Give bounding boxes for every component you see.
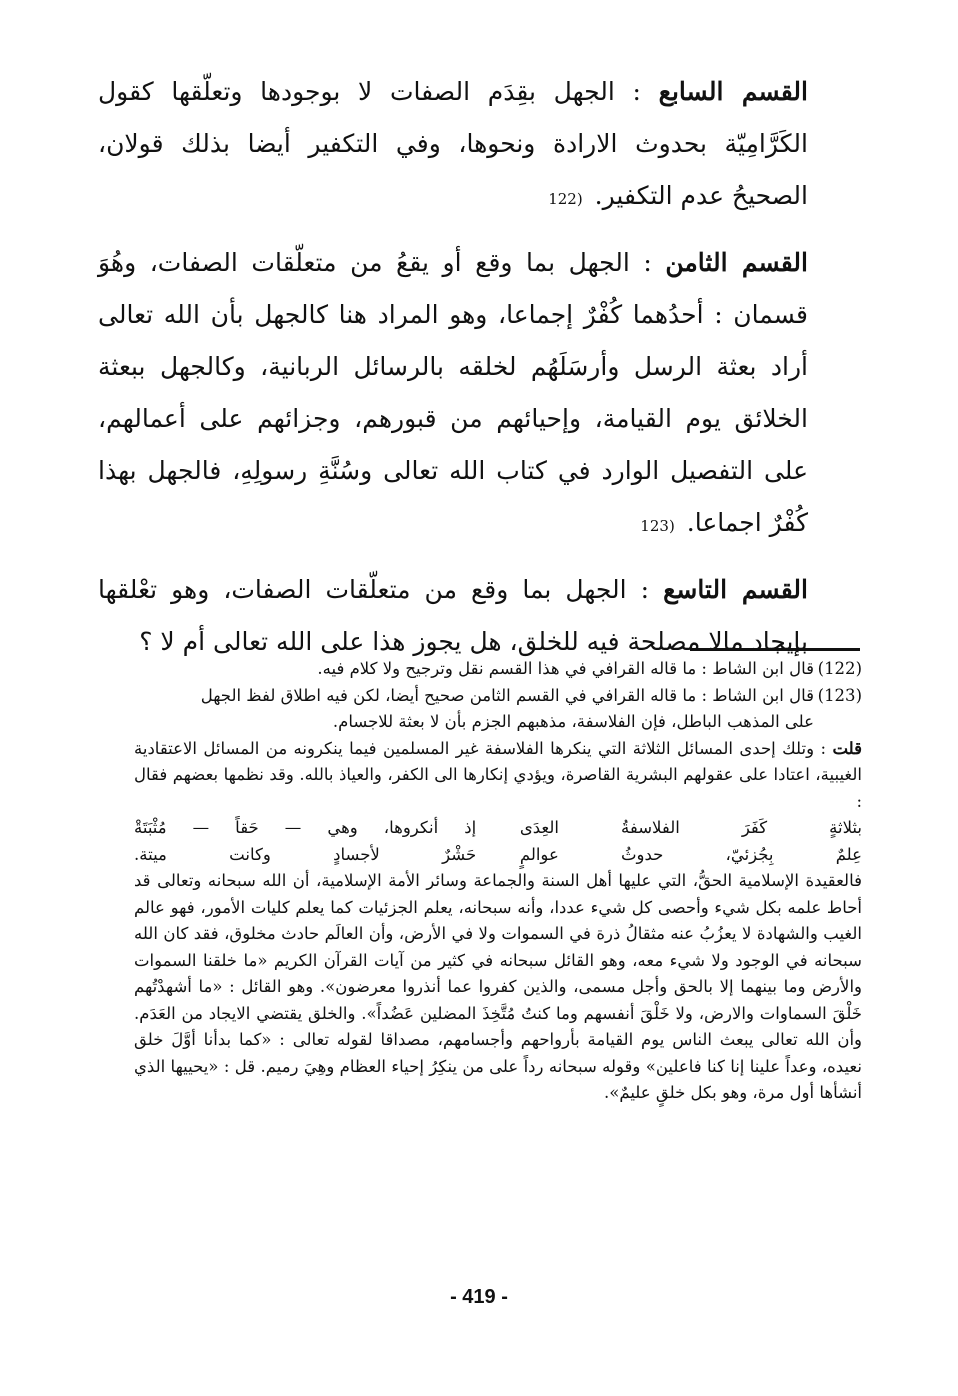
section-eight-paragraph [98, 237, 808, 552]
section-seven-paragraph [98, 66, 808, 225]
main-text [98, 66, 808, 680]
commentary-text: : وتلك إحدى المسائل الثلاثة التي ينكرها الفلاسفة غير المسلمين فيما ينكرونه من المسائل الاعتقادية الغيبية، اعتادا على عقولهم البشرية القاصرة، ويؤدي إنكارها الى الكفر، والعياذ بالله. وقد نظمها بعضهم فقال : [134, 738, 862, 811]
page-number: - 419 - [450, 1286, 508, 1308]
verse-first-hemistich: عِلمٌ بِجُزئيّ، حدوثُ عوالمٍ [519, 844, 862, 864]
footnote-number: (123) [817, 685, 862, 705]
footnote-separator [690, 648, 860, 651]
verse-first-hemistich: بثلاثةٍ كَفَرَ الفلاسفةُ العِدَى [519, 818, 862, 837]
section-eight-heading: القسم الثامن [665, 248, 808, 277]
section-seven-heading: القسم السابع [658, 77, 808, 106]
footnote-text-line: على المذهب الباطل، فإن الفلاسفة، مذهبهم الجزم بأن لا بعثة للاجسام. [332, 712, 814, 731]
verse-second-hemistich: إذ أنكروها، وهي — حَقاً — مُثْبَتَةْ [134, 818, 477, 837]
section-nine-heading: القسم التاسع [663, 575, 808, 604]
footnotes [134, 656, 862, 1107]
footnote-123 [134, 683, 862, 736]
footnote-ref-122: (122 [548, 190, 583, 208]
footnote-number: (122) [817, 659, 862, 678]
footnote-122 [134, 656, 862, 683]
commentary-label: قلت [832, 738, 862, 758]
section-seven-text: : الجهل بقِدَم الصفات لا بوجودها وتعلّقها كقول الكَرَّامِيّة بحدوث الارادة ونحوها، وفي التكفير أيضا بذلك قولان، الصحيحُ عدم التكفير. [98, 77, 808, 210]
footnote-text-line: قال ابن الشاط : ما قاله القرافي في القسم الثامن صحيح أيضا، لكن فيه اطلاق لفظ الجهل [200, 685, 814, 705]
commentary-paragraph [134, 736, 862, 816]
verse-second-hemistich: حَشْرٌ لأجسادٍ وكانت ميتة. [134, 844, 477, 864]
section-nine-paragraph [98, 564, 808, 668]
closing-paragraph: فالعقيدة الإسلامية الحقُّ، التي عليها أهل السنة والجماعة وسائر الأمة الإسلامية، أن الله سبحانه وتعالى قد أحاط علمه بكل شيء وأحصى كل شيء عددا، وأنه سبحانه، يعلم الجزئيات كما يعلم كليات الأمور، فهو عالم الغيب والشهادة لا يعزُبُ عنه مثقالُ ذرة في السموات ولا في الأرض، وأن العالَم حادث مخلوق، فقد كان الله سبحانه في الوجود ولا شيء معه، وهو القائل سبحانه في كثير من آيات القرآن الكريم «ما خلقنا السموات والأرض وما بينهما إلا بالحق وأجل مسمى، والذين كفروا عما أنذروا معرضون». وهو القائل : «ما أشهدْتُهم خَلْقَ السماوات والارض، ولا خَلْقَ أنفسهم وما كنتُ مُتَّخِذَ المضلين عَضُداً». والخلق يقتضي الايجاد من العَدَم. وأن الله تعالى يبعث الناس يوم القيامة بأرواحهم وأجسامهم، مصداقا لقوله تعالى : «كما بدأنا أوَّلَ خلق نعيده، وعداً علينا إنا كنا فاعلين» وقوله سبحانه رداً على من ينكِرُ إحياء العظام وهِيَ رميم. قل : «يحييها الذي أنشأها أول مرة، وهو بكل خلقٍ عليمٌ». [134, 871, 862, 1102]
verse-line [134, 815, 862, 842]
footnote-ref-123: (123 [640, 517, 675, 535]
section-nine-text: : الجهل بما وقع من متعلّقات الصفات، وهو تعْلقها بإيجاد مالا مصلحة فيه للخلق، هل يجوز هذا على الله تعالى أم لا ؟ [98, 575, 808, 656]
section-eight-text: : الجهل بما وقع أو يقعُ من متعلّقات الصفات، وهُوَ قسمان : أحدُهما كُفْرٌ إجماعا، وهو المراد هنا كالجهل بأن الله تعالى أراد بعثة الرسل وأرسَلَهُم لخلقه بالرسائل الربانية، وكالجهل ببعثة الخلائق يوم القيامة، وإحيائهم من قبورهم، وجزائهم على أعمالهم، على التفصيل الوارد في كتاب الله تعالى وسُنَّةِ رسولِهِ، فالجهل بهذا كُفْرٌ اجماعا. [98, 248, 808, 537]
verse-line [134, 842, 862, 869]
footnote-text: قال ابن الشاط : ما قاله القرافي في هذا القسم نقل وترجيح ولا كلام فيه. [317, 659, 814, 678]
